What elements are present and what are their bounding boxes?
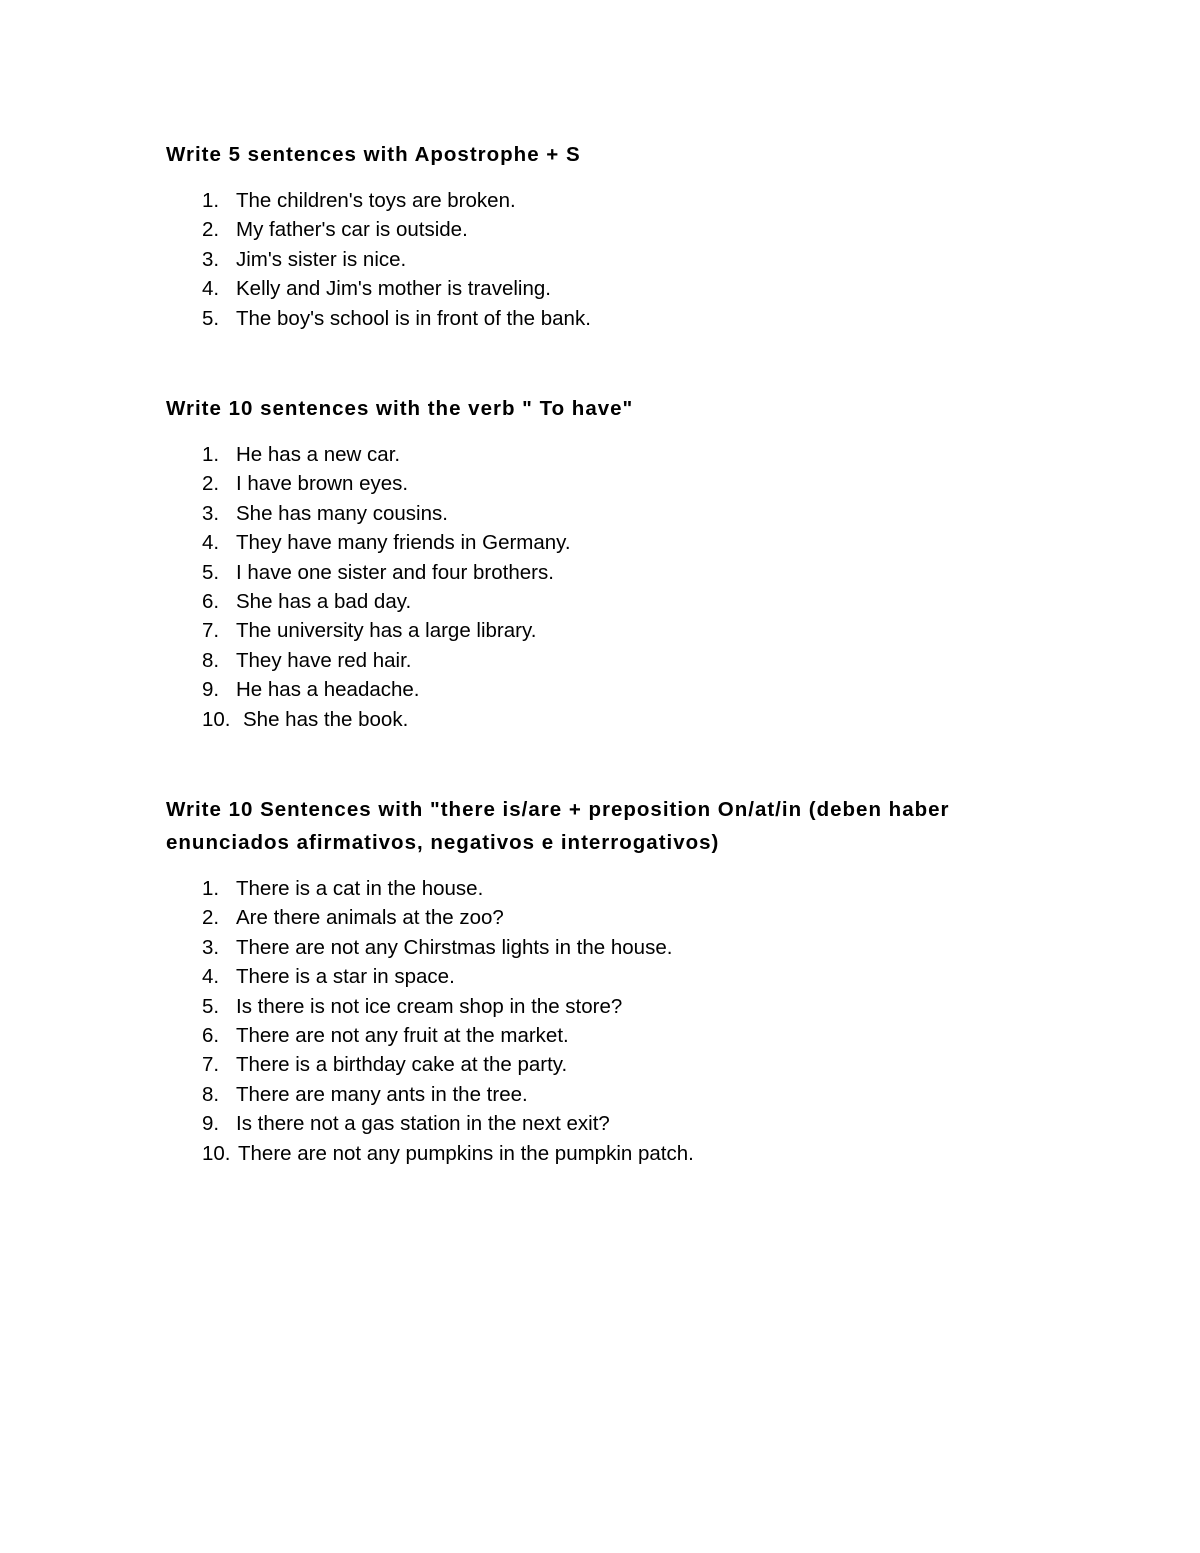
item-text: There are many ants in the tree. (236, 1082, 528, 1106)
section-heading-there-is-are: Write 10 Sentences with "there is/are + preposition On/at/in (deben haber enunciados afirmativos, negativos e interrogativos) (166, 798, 950, 854)
item-text: She has the book. (243, 707, 409, 731)
item-number: 2. (202, 218, 220, 242)
item-number: 10. (202, 707, 231, 731)
item-text: Is there is not ice cream shop in the store? (236, 994, 623, 1018)
item-number: 6. (202, 1023, 220, 1047)
item-text: They have red hair. (236, 648, 412, 672)
item-number: 7. (202, 1053, 220, 1077)
item-number: 5. (202, 560, 220, 584)
item-text: My father's car is outside. (236, 218, 468, 242)
item-text: There are not any Chirstmas lights in the house. (236, 935, 673, 959)
item-number: 6. (202, 589, 220, 613)
item-number: 9. (202, 678, 220, 702)
item-number: 1. (202, 443, 220, 466)
item-text: There is a star in space. (236, 965, 455, 989)
section-heading-apostrophe: Write 5 sentences with Apostrophe + S (166, 143, 581, 166)
item-number: 3. (202, 935, 220, 959)
item-text: They have many friends in Germany. (236, 531, 571, 555)
item-text: The children's toys are broken. (236, 189, 516, 212)
item-number: 2. (202, 906, 220, 930)
item-text: Jim's sister is nice. (236, 247, 407, 271)
item-number: 3. (202, 247, 220, 271)
item-number: 4. (202, 531, 220, 555)
item-number: 2. (202, 472, 220, 496)
item-text: There is a cat in the house. (236, 877, 484, 900)
item-number: 10. (202, 1141, 231, 1165)
item-number: 1. (202, 189, 220, 212)
item-text: There is a birthday cake at the party. (236, 1053, 568, 1077)
item-number: 5. (202, 994, 220, 1018)
item-text: The boy's school is in front of the bank. (236, 306, 591, 330)
item-number: 1. (202, 877, 220, 900)
item-text: He has a new car. (236, 443, 401, 466)
item-text: I have one sister and four brothers. (236, 560, 554, 584)
section-heading-to-have: Write 10 sentences with the verb " To have" (166, 397, 634, 420)
item-number: 4. (202, 965, 220, 989)
item-number: 4. (202, 277, 220, 301)
item-text: He has a headache. (236, 678, 420, 702)
item-text: I have brown eyes. (236, 472, 409, 496)
item-text: The university has a large library. (236, 619, 537, 643)
item-text: Kelly and Jim's mother is traveling. (236, 277, 551, 301)
item-text: Is there not a gas station in the next exit? (236, 1112, 610, 1136)
item-text: Are there animals at the zoo? (236, 906, 504, 930)
item-text: She has a bad day. (236, 589, 412, 613)
item-number: 5. (202, 306, 220, 330)
item-text: There are not any pumpkins in the pumpkin patch. (238, 1141, 694, 1165)
item-text: She has many cousins. (236, 501, 448, 525)
item-number: 8. (202, 648, 220, 672)
item-number: 3. (202, 501, 220, 525)
item-number: 8. (202, 1082, 220, 1106)
item-number: 7. (202, 619, 220, 643)
item-text: There are not any fruit at the market. (236, 1023, 569, 1047)
item-number: 9. (202, 1112, 220, 1136)
